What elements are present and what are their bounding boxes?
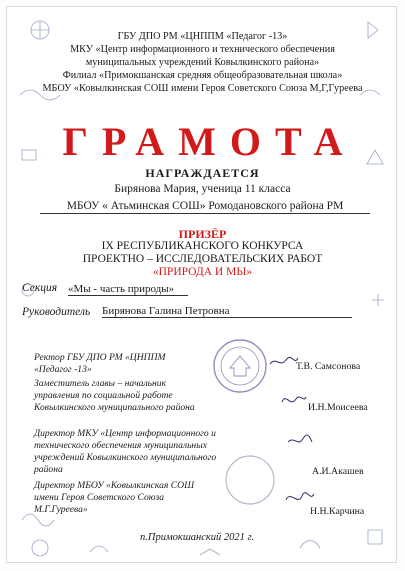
signatory-2-name: И.Н.Моисеева [308,402,368,413]
signatory-2-title-line-2: управления по социальной работе [34,390,173,401]
certificate-title: ГРАМОТА [62,119,357,164]
handwritten-signatures [270,357,314,500]
section-label: Секция [22,282,58,294]
official-seal-icon [214,340,266,392]
signatory-3-title [34,428,216,476]
square-doodle-icon [368,530,382,544]
signatory-4-title [34,480,194,516]
recipient-school: МБОУ « Атьминская СОШ» Ромодановского района РМ [40,200,370,214]
awarded-heading: НАГРАЖДАЕТСЯ [145,166,260,180]
place-and-date: п.Примокшанский 2021 г. [140,532,255,543]
signatory-3-title-line-2: технического обеспечения муниципальных [34,440,207,451]
stamp-icon [226,456,274,504]
recipient-name: Бирянова Мария, ученица 11 класса [114,183,291,195]
signatory-2-title-line-3: Ковылкинского муниципального района [34,402,195,413]
header-line-1: ГБУ ДПО РМ «ЦНППМ «Педагог -13» [117,31,288,42]
supervisor-value: Бирянова Галина Петровна [102,305,352,318]
signatory-1-name: Т.В. Самсонова [296,361,361,372]
section-value: «Мы - часть природы» [68,283,188,296]
header-line-4: Филиал «Примокшанская средняя общеобразовательная школа» [62,70,343,81]
signatory-1-title-line-1: Ректор ГБУ ДПО РМ «ЦНППМ [34,352,166,363]
signatory-2-title [34,378,195,414]
signatory-4-title-line-1: Директор МБОУ «Ковылкинская СОШ [34,480,195,491]
signatory-1-title-line-2: «Педагог -13» [34,364,92,375]
header-line-5: МБОУ «Ковылкинская СОШ имени Героя Советского Союза М,Г,Гуреева [42,83,363,94]
signatory-3-title-line-4: района [34,464,63,475]
arc-doodle-icon [300,541,320,549]
contest-line-1: IX РЕСПУБЛИКАНСКОГО КОНКУРСА [101,240,304,252]
header-line-3: муниципальных учреждений Ковылкинского района» [85,57,320,68]
arc-doodle-icon [90,546,108,552]
contest-line-3: «ПРИРОДА И МЫ» [152,266,253,278]
signatory-4-name: Н.Н.Карчина [310,506,365,517]
header-line-2: МКУ «Центр информационного и технического обеспечения [70,44,335,55]
signatory-4-title-line-3: М.Г.Гуреева» [34,504,88,515]
signature-2-icon [282,397,306,402]
chevron-doodle-icon [200,549,220,555]
signature-3-icon [288,435,312,442]
signature-4-icon [286,493,314,500]
sun-doodle-icon [32,540,48,556]
prize-label: ПРИЗЁР [178,227,227,241]
contest-line-2: ПРОЕКТНО – ИССЛЕДОВАТЕЛЬСКИХ РАБОТ [82,253,323,265]
signatory-4-title-line-2: имени Героя Советского Союза [34,492,165,503]
signatory-1-title [34,352,166,376]
supervisor-label: Руководитель [22,306,91,318]
signature-1-icon [270,357,298,364]
plus-doodle-icon [372,294,384,306]
signatory-3-title-line-1: Директор МКУ «Центр информационного и [34,428,216,439]
signatory-3-title-line-3: учреждений Ковылкинского муниципального [34,452,217,463]
signatory-2-title-line-1: Заместитель главы – начальник [34,378,167,389]
signatory-3-name: А.И.Акашев [312,466,364,477]
